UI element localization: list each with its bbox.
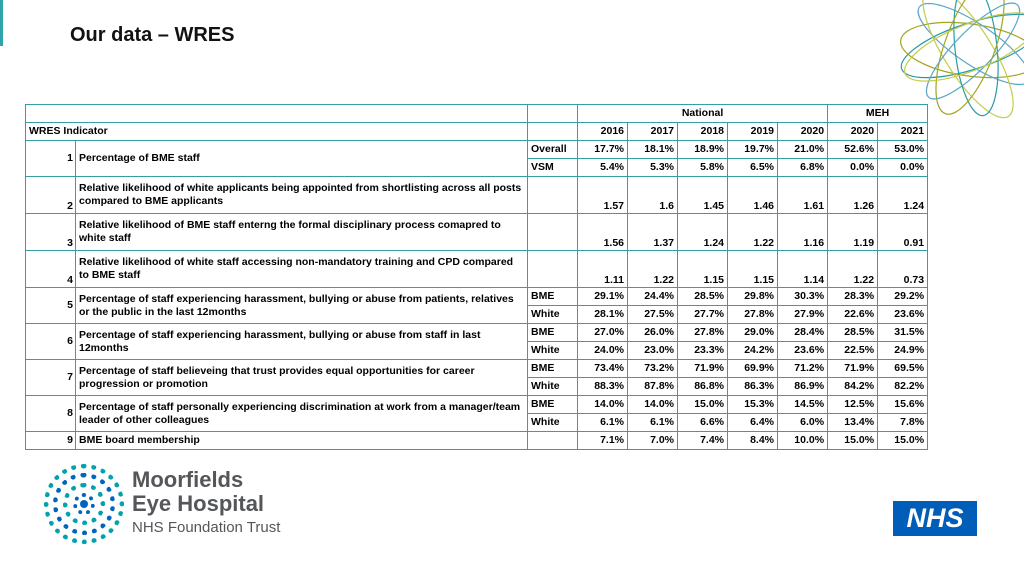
wres-indicator-header: WRES Indicator [26, 123, 528, 141]
indicator-number: 2 [26, 177, 76, 214]
indicator-text: Relative likelihood of BME staff enterng the formal disciplinary process comapred to white staff [76, 214, 528, 251]
value-cell: 86.8% [678, 378, 728, 396]
value-cell: 22.5% [828, 342, 878, 360]
value-cell: 27.8% [678, 324, 728, 342]
value-cell: 6.4% [728, 414, 778, 432]
value-cell: 0.73 [878, 251, 928, 288]
value-cell: 28.3% [828, 288, 878, 306]
national-group-header: National [578, 105, 828, 123]
year-header-national-2016: 2016 [578, 123, 628, 141]
indicator-text: Relative likelihood of white staff accessing non-mandatory training and CPD compared to BME staff [76, 251, 528, 288]
value-cell: 31.5% [878, 324, 928, 342]
moorfields-logo-text [132, 468, 280, 536]
subgroup-label [528, 432, 578, 450]
value-cell: 24.9% [878, 342, 928, 360]
subgroup-label: White [528, 342, 578, 360]
value-cell: 15.6% [878, 396, 928, 414]
value-cell: 24.2% [728, 342, 778, 360]
value-cell: 69.5% [878, 360, 928, 378]
value-cell: 10.0% [778, 432, 828, 450]
indicator-row [26, 251, 928, 288]
value-cell: 7.0% [628, 432, 678, 450]
value-cell: 23.0% [628, 342, 678, 360]
subgroup-label: White [528, 414, 578, 432]
value-cell: 28.5% [828, 324, 878, 342]
indicator-number: 7 [26, 360, 76, 396]
indicator-row [26, 214, 928, 251]
indicator-text: BME board membership [76, 432, 528, 450]
value-cell: 28.1% [578, 306, 628, 324]
value-cell: 23.3% [678, 342, 728, 360]
value-cell: 1.22 [828, 251, 878, 288]
value-cell: 1.22 [728, 214, 778, 251]
indicator-row [26, 288, 928, 306]
value-cell: 1.6 [628, 177, 678, 214]
value-cell: 6.0% [778, 414, 828, 432]
subgroup-label: BME [528, 288, 578, 306]
wres-table-body [26, 141, 928, 450]
value-cell: 8.4% [728, 432, 778, 450]
value-cell: 21.0% [778, 141, 828, 159]
indicator-row [26, 432, 928, 450]
year-header-national-2017: 2017 [628, 123, 678, 141]
indicator-text: Percentage of staff believeing that trust provides equal opportunities for career progression or promotion [76, 360, 528, 396]
year-header-national-2018: 2018 [678, 123, 728, 141]
value-cell: 6.1% [628, 414, 678, 432]
value-cell: 14.5% [778, 396, 828, 414]
indicator-number: 9 [26, 432, 76, 450]
indicator-number: 6 [26, 324, 76, 360]
value-cell: 1.19 [828, 214, 878, 251]
value-cell: 5.8% [678, 159, 728, 177]
value-cell: 27.7% [678, 306, 728, 324]
indicator-text: Percentage of staff personally experiencing discrimination at work from a manager/team leader of other colleagues [76, 396, 528, 432]
subgroup-label: VSM [528, 159, 578, 177]
value-cell: 0.0% [828, 159, 878, 177]
value-cell: 6.6% [678, 414, 728, 432]
value-cell: 71.9% [678, 360, 728, 378]
value-cell: 22.6% [828, 306, 878, 324]
value-cell: 26.0% [628, 324, 678, 342]
moorfields-name-line1: Moorfields [132, 467, 244, 492]
year-header-national-2020: 2020 [778, 123, 828, 141]
indicator-row [26, 360, 928, 378]
subgroup-label: White [528, 306, 578, 324]
indicator-number: 5 [26, 288, 76, 324]
year-header-meh-2020: 2020 [828, 123, 878, 141]
value-cell: 15.0% [878, 432, 928, 450]
value-cell: 7.8% [878, 414, 928, 432]
value-cell: 23.6% [878, 306, 928, 324]
blank-header-cell [528, 105, 578, 123]
table-year-header-row [26, 123, 928, 141]
value-cell: 1.61 [778, 177, 828, 214]
value-cell: 84.2% [828, 378, 878, 396]
subgroup-label: BME [528, 396, 578, 414]
indicator-text: Percentage of staff experiencing harassment, bullying or abuse from patients, relatives or the public in the last 12months [76, 288, 528, 324]
value-cell: 13.4% [828, 414, 878, 432]
value-cell: 27.8% [728, 306, 778, 324]
value-cell: 29.2% [878, 288, 928, 306]
nhs-logo-text: NHS [906, 503, 964, 533]
value-cell: 53.0% [878, 141, 928, 159]
value-cell: 6.1% [578, 414, 628, 432]
value-cell: 29.1% [578, 288, 628, 306]
value-cell: 0.91 [878, 214, 928, 251]
value-cell: 82.2% [878, 378, 928, 396]
indicator-number: 3 [26, 214, 76, 251]
indicator-text: Percentage of staff experiencing harassment, bullying or abuse from staff in last 12months [76, 324, 528, 360]
value-cell: 27.0% [578, 324, 628, 342]
subgroup-label: White [528, 378, 578, 396]
value-cell: 7.1% [578, 432, 628, 450]
value-cell: 86.3% [728, 378, 778, 396]
value-cell: 18.9% [678, 141, 728, 159]
blank-header-cell [528, 123, 578, 141]
value-cell: 71.9% [828, 360, 878, 378]
value-cell: 87.8% [628, 378, 678, 396]
subgroup-label [528, 214, 578, 251]
value-cell: 1.26 [828, 177, 878, 214]
subgroup-label: BME [528, 360, 578, 378]
value-cell: 30.3% [778, 288, 828, 306]
value-cell: 12.5% [828, 396, 878, 414]
indicator-text: Percentage of BME staff [76, 141, 528, 177]
value-cell: 73.4% [578, 360, 628, 378]
indicator-text: Relative likelihood of white applicants being appointed from shortlisting across all posts compared to BME applicants [76, 177, 528, 214]
value-cell: 0.0% [878, 159, 928, 177]
value-cell: 1.15 [728, 251, 778, 288]
indicator-number: 8 [26, 396, 76, 432]
value-cell: 1.11 [578, 251, 628, 288]
value-cell: 1.24 [878, 177, 928, 214]
subgroup-label [528, 177, 578, 214]
value-cell: 7.4% [678, 432, 728, 450]
indicator-row [26, 177, 928, 214]
year-header-national-2019: 2019 [728, 123, 778, 141]
value-cell: 29.0% [728, 324, 778, 342]
blank-header-cell [26, 105, 528, 123]
value-cell: 19.7% [728, 141, 778, 159]
value-cell: 15.3% [728, 396, 778, 414]
value-cell: 1.57 [578, 177, 628, 214]
value-cell: 1.15 [678, 251, 728, 288]
indicator-row [26, 396, 928, 414]
value-cell: 1.56 [578, 214, 628, 251]
value-cell: 73.2% [628, 360, 678, 378]
moorfields-logo-icon [44, 464, 124, 544]
value-cell: 24.4% [628, 288, 678, 306]
value-cell: 1.14 [778, 251, 828, 288]
indicator-row [26, 324, 928, 342]
value-cell: 69.9% [728, 360, 778, 378]
page-title: Our data – WRES [70, 24, 235, 46]
value-cell: 1.16 [778, 214, 828, 251]
moorfields-name-line2: Eye Hospital [132, 490, 265, 516]
indicator-number: 1 [26, 141, 76, 177]
edge-accent-mark [0, 0, 3, 46]
moorfields-trust-label: NHS Foundation Trust [132, 518, 281, 536]
value-cell: 5.4% [578, 159, 628, 177]
value-cell: 15.0% [828, 432, 878, 450]
value-cell: 1.22 [628, 251, 678, 288]
year-header-meh-2021: 2021 [878, 123, 928, 141]
indicator-number: 4 [26, 251, 76, 288]
value-cell: 18.1% [628, 141, 678, 159]
subgroup-label [528, 251, 578, 288]
value-cell: 28.4% [778, 324, 828, 342]
table-group-header-row [26, 105, 928, 123]
value-cell: 1.37 [628, 214, 678, 251]
subgroup-label: Overall [528, 141, 578, 159]
value-cell: 5.3% [628, 159, 678, 177]
value-cell: 15.0% [678, 396, 728, 414]
value-cell: 1.46 [728, 177, 778, 214]
wres-data-table [25, 104, 928, 450]
value-cell: 6.5% [728, 159, 778, 177]
indicator-row [26, 141, 928, 159]
meh-group-header: MEH [828, 105, 928, 123]
value-cell: 27.5% [628, 306, 678, 324]
value-cell: 86.9% [778, 378, 828, 396]
value-cell: 6.8% [778, 159, 828, 177]
value-cell: 29.8% [728, 288, 778, 306]
value-cell: 28.5% [678, 288, 728, 306]
value-cell: 17.7% [578, 141, 628, 159]
value-cell: 88.3% [578, 378, 628, 396]
nhs-logo [893, 501, 977, 536]
subgroup-label: BME [528, 324, 578, 342]
value-cell: 14.0% [578, 396, 628, 414]
value-cell: 71.2% [778, 360, 828, 378]
value-cell: 1.24 [678, 214, 728, 251]
logo-center-dot [80, 500, 88, 508]
value-cell: 23.6% [778, 342, 828, 360]
value-cell: 14.0% [628, 396, 678, 414]
value-cell: 24.0% [578, 342, 628, 360]
value-cell: 1.45 [678, 177, 728, 214]
value-cell: 27.9% [778, 306, 828, 324]
value-cell: 52.6% [828, 141, 878, 159]
